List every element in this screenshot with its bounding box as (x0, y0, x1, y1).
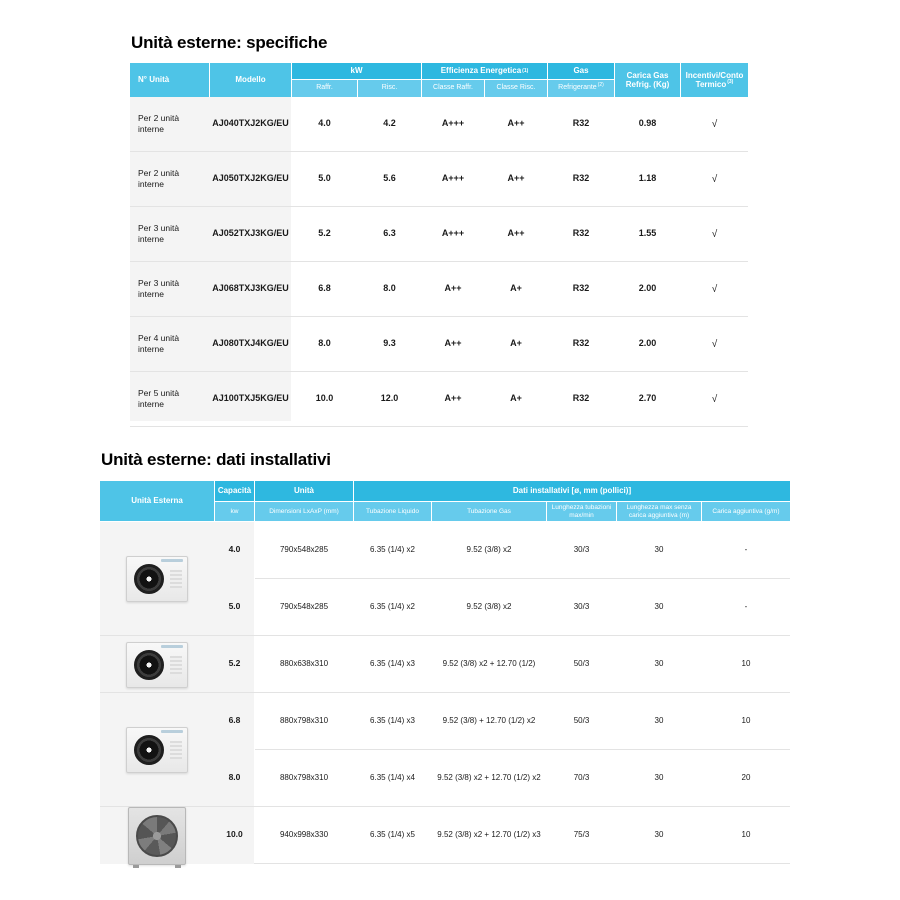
row-separator (255, 749, 790, 750)
header-n-unita (130, 63, 209, 97)
spec-table (130, 63, 748, 427)
modello-cell: AJ052TXJ3KG/EU (212, 228, 289, 239)
value-cell: R32 (572, 393, 590, 404)
unit-fan-icon (136, 815, 178, 857)
value-cell: 8.0 (383, 283, 396, 294)
value-cell: A++ (507, 173, 525, 184)
value-cell: A+++ (441, 173, 465, 184)
unit-foot (175, 865, 181, 868)
footnote-mark: (2) (597, 82, 604, 89)
value-cell: 790x548x285 (279, 544, 329, 554)
value-cell: 9.52 (3/8) x2 + 12.70 (1/2) x2 (437, 772, 541, 782)
value-cell: 2.00 (638, 283, 657, 294)
value-cell: 30 (654, 829, 664, 839)
value-cell: R32 (572, 338, 590, 349)
check-cell: √ (711, 173, 718, 185)
header-label: Lunghezza max senza carica aggiuntiva (m) (626, 504, 692, 519)
value-cell: 50/3 (573, 658, 590, 668)
header-carica-gas (615, 63, 680, 97)
capacity-cell: 5.2 (228, 657, 241, 668)
header-label: Carica aggiuntiva (g/m) (712, 507, 780, 515)
value-cell: 1.18 (638, 173, 657, 184)
header-label: Dati installativi [ø, mm (pollici)] (512, 486, 632, 496)
n-unita-cell: Per 2 unità interne (138, 167, 180, 189)
unit-foot (133, 865, 139, 868)
value-cell: A++ (444, 393, 462, 404)
header-label: kw (230, 507, 239, 515)
header-lunghezza-max (617, 502, 701, 521)
header-carica-aggiuntiva (702, 502, 790, 521)
header-label: Lunghezza tubazioni max/min (551, 504, 612, 519)
spec-table-row (130, 206, 748, 261)
value-cell: A++ (507, 118, 525, 129)
header-label: Modello (235, 75, 266, 85)
modello-cell: AJ050TXJ2KG/EU (212, 173, 289, 184)
header-label: Classe Risc. (496, 84, 536, 92)
header-group-kw (292, 63, 421, 79)
value-cell: 6.35 (1/4) x4 (370, 772, 415, 782)
value-cell: R32 (572, 283, 590, 294)
header-label: N° Unità (138, 75, 170, 85)
header-group-gas (548, 63, 614, 79)
header-group-efficienza: Efficienza Energetica (1) (422, 63, 547, 79)
spec-table-row (130, 97, 748, 151)
install-table-title: Unità esterne: dati installativi (101, 450, 331, 469)
unit-vent (170, 656, 182, 674)
value-cell: 0.98 (638, 118, 657, 129)
unit-vent (170, 570, 182, 588)
spec-table-row (130, 261, 748, 316)
capacity-cell: 5.0 (228, 600, 241, 611)
value-cell: 9.52 (3/8) x2 (466, 601, 512, 611)
value-cell: A+++ (441, 118, 465, 129)
unit-fan-icon (134, 564, 164, 594)
value-cell: 9.52 (3/8) + 12.70 (1/2) x2 (442, 715, 536, 725)
row-separator (100, 692, 790, 693)
value-cell: A+ (510, 283, 522, 294)
outdoor-unit-image (126, 727, 188, 773)
value-cell: 6.3 (383, 228, 396, 239)
value-cell: A++ (507, 228, 525, 239)
unit-vent (170, 741, 182, 759)
header-group-dati-installativi (354, 481, 790, 501)
install-table-row (100, 521, 790, 578)
spec-table-body (130, 97, 748, 426)
value-cell: 30/3 (573, 601, 590, 611)
spec-table-title: Unità esterne: specifiche (131, 33, 328, 52)
header-label: Tubazione Liquido (366, 507, 419, 515)
value-cell: 6.35 (1/4) x5 (370, 829, 415, 839)
header-tubazione-gas (432, 502, 546, 521)
value-cell: 790x548x285 (279, 601, 329, 611)
value-cell: 30 (654, 544, 664, 554)
header-label: Unità (294, 486, 314, 496)
header-modello (210, 63, 291, 97)
check-cell: √ (711, 118, 718, 130)
value-cell: R32 (572, 173, 590, 184)
check-cell: √ (711, 228, 718, 240)
value-cell: A+++ (441, 228, 465, 239)
check-cell: √ (711, 338, 718, 350)
value-cell: 30 (654, 658, 664, 668)
value-cell: 1.55 (638, 228, 657, 239)
value-cell: 8.0 (318, 338, 331, 349)
value-cell: 10.0 (315, 393, 334, 404)
value-cell: 10 (741, 715, 751, 725)
value-cell: 70/3 (573, 772, 590, 782)
value-cell: 6.35 (1/4) x3 (370, 658, 415, 668)
header-group-unita (255, 481, 353, 501)
n-unita-cell: Per 2 unità interne (138, 112, 180, 134)
value-cell: 940x998x330 (279, 829, 329, 839)
install-table-row (100, 578, 790, 635)
header-risc (358, 80, 421, 97)
unit-logo-strip (161, 645, 183, 648)
value-cell: R32 (572, 118, 590, 129)
header-label: Raffr. (316, 84, 333, 92)
value-cell: A+ (510, 393, 522, 404)
check-cell: √ (711, 393, 718, 405)
header-classe-raffr (422, 80, 484, 97)
install-table-row (100, 692, 790, 749)
header-dimensioni (255, 502, 353, 521)
header-unita-esterna (100, 481, 214, 521)
value-cell: 880x798x310 (279, 772, 329, 782)
value-cell: A+ (510, 338, 522, 349)
value-cell: - (744, 544, 748, 554)
modello-cell: AJ080TXJ4KG/EU (212, 338, 289, 349)
n-unita-cell: Per 3 unità interne (138, 222, 180, 244)
check-cell: √ (711, 283, 718, 295)
value-cell: 10 (741, 829, 751, 839)
header-incentivi (681, 63, 748, 97)
value-cell: 2.00 (638, 338, 657, 349)
value-cell: 5.0 (318, 173, 331, 184)
value-cell: R32 (572, 228, 590, 239)
value-cell: 9.52 (3/8) x2 + 12.70 (1/2) (442, 658, 536, 668)
value-cell: 880x798x310 (279, 715, 329, 725)
header-label: Classe Raffr. (433, 84, 473, 92)
value-cell: 2.70 (638, 393, 657, 404)
value-cell: 50/3 (573, 715, 590, 725)
value-cell: 10 (741, 658, 751, 668)
header-label: Unità Esterna (131, 496, 183, 506)
value-cell: - (744, 601, 748, 611)
install-table-row (100, 635, 790, 692)
header-label: Incentivi/Conto Termico$^{(3)}$ (685, 70, 744, 89)
value-cell: 4.0 (318, 118, 331, 129)
value-cell: 880x638x310 (279, 658, 329, 668)
spec-table-row (130, 151, 748, 206)
outdoor-unit-image (126, 556, 188, 602)
value-cell: 30 (654, 601, 664, 611)
modello-cell: AJ068TXJ3KG/EU (212, 283, 289, 294)
header-label: Dimensioni LxAxP (mm) (269, 507, 339, 515)
header-label: Refrigerante$^{(2)}$ (558, 82, 604, 92)
n-unita-cell: Per 3 unità interne (138, 277, 180, 299)
install-table (100, 481, 790, 864)
value-cell: 9.3 (383, 338, 396, 349)
header-tubazione-liquido (354, 502, 431, 521)
value-cell: 5.2 (318, 228, 331, 239)
value-cell: 30 (654, 772, 664, 782)
unit-fan-icon (134, 650, 164, 680)
n-unita-cell: Per 4 unità interne (138, 332, 180, 354)
capacity-cell: 10.0 (226, 828, 243, 839)
install-table-row (100, 806, 790, 863)
unit-fan-icon (134, 735, 164, 765)
header-raffr (292, 80, 357, 97)
footnote-mark: (3) (727, 79, 734, 86)
value-cell: 4.2 (383, 118, 396, 129)
header-label: kW (350, 66, 363, 76)
value-cell: 6.35 (1/4) x3 (370, 715, 415, 725)
capacity-cell: 4.0 (228, 543, 241, 554)
header-classe-risc (485, 80, 547, 97)
row-separator (100, 635, 790, 636)
value-cell: A++ (444, 338, 462, 349)
header-group-capacita (215, 481, 254, 501)
spec-table-row (130, 371, 748, 426)
row-separator (100, 806, 790, 807)
value-cell: 6.8 (318, 283, 331, 294)
modello-cell: AJ040TXJ2KG/EU (212, 118, 289, 129)
header-label: Carica Gas Refrig. (Kg) (625, 70, 670, 89)
value-cell: A++ (444, 283, 462, 294)
install-table-row (100, 749, 790, 806)
outdoor-unit-image (128, 807, 186, 865)
outdoor-unit-image (126, 642, 188, 688)
row-separator (255, 578, 790, 579)
value-cell: 30/3 (573, 544, 590, 554)
n-unita-cell: Per 5 unità interne (138, 387, 180, 409)
spec-table-header (130, 63, 748, 97)
unit-logo-strip (161, 730, 183, 733)
header-label: Tubazione Gas (467, 507, 511, 515)
header-lunghezza-tubazioni (547, 502, 616, 521)
install-table-body (100, 521, 790, 863)
value-cell: 20 (741, 772, 751, 782)
header-label: Efficienza Energetica (440, 66, 522, 76)
value-cell: 6.35 (1/4) x2 (370, 601, 415, 611)
spec-table-row (130, 316, 748, 371)
install-table-header (100, 481, 790, 521)
header-refrigerante (548, 80, 614, 97)
value-cell: 5.6 (383, 173, 396, 184)
unit-logo-strip (161, 559, 183, 562)
value-cell: 12.0 (380, 393, 399, 404)
value-cell: 6.35 (1/4) x2 (370, 544, 415, 554)
header-kw (215, 502, 254, 521)
capacity-cell: 6.8 (228, 714, 241, 725)
capacity-cell: 8.0 (228, 771, 241, 782)
value-cell: 9.52 (3/8) x2 (466, 544, 512, 554)
value-cell: 9.52 (3/8) x2 + 12.70 (1/2) x3 (437, 829, 541, 839)
value-cell: 30 (654, 715, 664, 725)
modello-cell: AJ100TXJ5KG/EU (212, 393, 289, 404)
header-label: Capacità (217, 486, 252, 496)
header-label: Gas (573, 66, 589, 76)
header-label: Risc. (381, 84, 398, 92)
value-cell: 75/3 (573, 829, 590, 839)
